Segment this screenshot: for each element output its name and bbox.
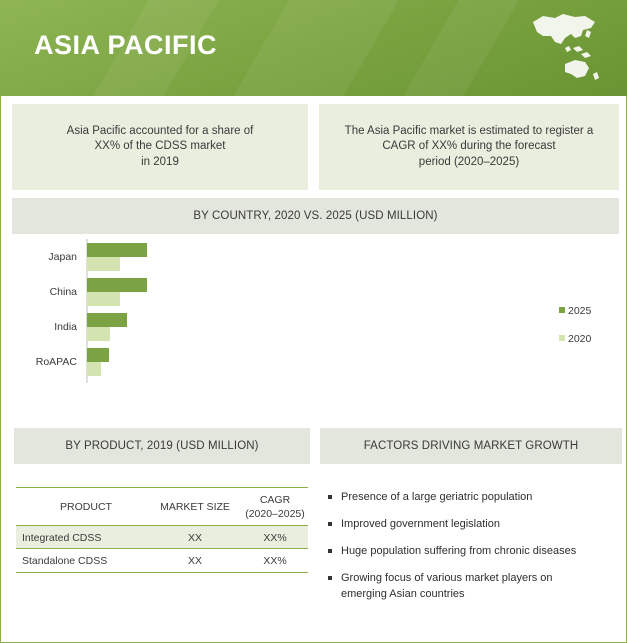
table-bottom-rule <box>16 572 308 573</box>
factors-section-title: FACTORS DRIVING MARKET GROWTH <box>320 428 622 464</box>
row-cagr: XX% <box>263 532 287 544</box>
bar-2020 <box>87 257 120 271</box>
col-header-cagr: CAGR <box>259 494 291 506</box>
bar-2020 <box>87 362 101 376</box>
bar-2025 <box>87 313 127 327</box>
bar-2025 <box>87 278 147 292</box>
bar-2020 <box>87 292 120 306</box>
bar-2025 <box>87 348 109 362</box>
category-label: China <box>49 286 77 298</box>
category-label: RoAPAC <box>35 356 77 368</box>
bar-2020 <box>87 327 110 341</box>
banner <box>0 0 627 96</box>
bullet-icon <box>328 522 332 526</box>
factor-item: Presence of a large geriatric population <box>341 491 533 503</box>
cagr-line-1: The Asia Pacific market is estimated to register a <box>344 124 594 137</box>
cagr-line-2: CAGR of XX% during the forecast <box>382 140 556 153</box>
cagr-line-3: period (2020–2025) <box>418 155 520 168</box>
share-info-box <box>12 104 308 190</box>
legend-label-2020: 2020 <box>568 333 592 345</box>
row-product: Integrated CDSS <box>22 532 102 544</box>
row-size: XX <box>187 532 202 544</box>
col-header-market-size: MARKET SIZE <box>160 501 230 513</box>
category-label: Japan <box>48 251 77 263</box>
col-header-product: PRODUCT <box>60 501 112 513</box>
share-line-3: in 2019 <box>141 155 179 168</box>
col-header-cagr-period: (2020–2025) <box>245 508 305 520</box>
row-size: XX <box>187 555 202 567</box>
category-label: India <box>54 321 77 333</box>
banner-title: ASIA PACIFIC <box>34 30 218 60</box>
country-bar-chart <box>0 235 627 415</box>
legend-swatch-2025 <box>559 307 565 313</box>
bullet-icon <box>328 549 332 553</box>
row-cagr: XX% <box>263 555 287 567</box>
country-section-title: BY COUNTRY, 2020 VS. 2025 (USD MILLION) <box>12 198 619 234</box>
cagr-info-box <box>319 104 619 190</box>
table-top-rule <box>16 487 308 488</box>
bullet-icon <box>328 495 332 499</box>
share-line-2: XX% of the CDSS market <box>94 140 226 153</box>
factor-item-continued: emerging Asian countries <box>341 588 465 600</box>
factor-item: Growing focus of various market players on <box>341 572 553 584</box>
bullet-icon <box>328 576 332 580</box>
product-section-title: BY PRODUCT, 2019 (USD MILLION) <box>14 428 310 464</box>
share-line-1: Asia Pacific accounted for a share of <box>66 124 254 137</box>
row-product: Standalone CDSS <box>22 555 108 567</box>
legend-label-2025: 2025 <box>568 305 592 317</box>
legend-swatch-2020 <box>559 335 565 341</box>
bar-2025 <box>87 243 147 257</box>
asia-pacific-map-icon <box>525 8 605 86</box>
factor-item: Improved government legislation <box>341 518 500 530</box>
factor-item: Huge population suffering from chronic diseases <box>341 545 577 557</box>
